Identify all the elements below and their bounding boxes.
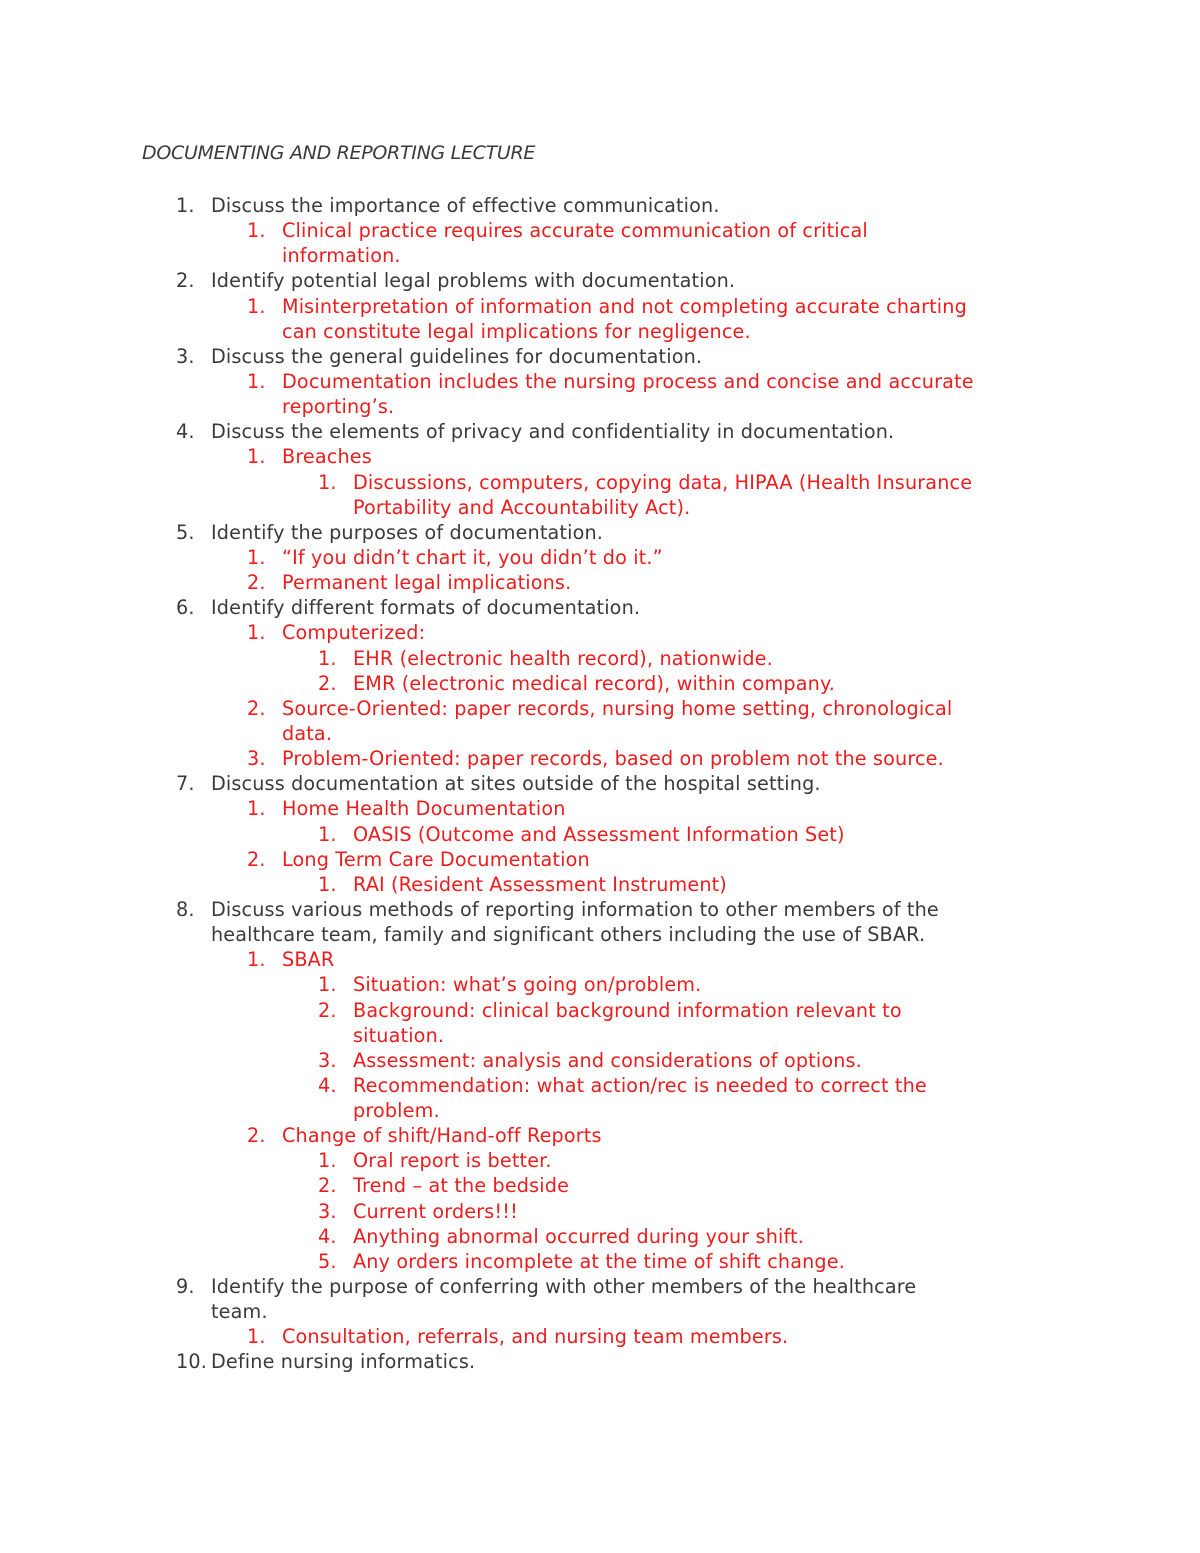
- outline-line: [0, 268, 1200, 293]
- list-number: 1.: [318, 470, 337, 494]
- list-number: 4.: [176, 420, 195, 444]
- outline-line: [0, 922, 1200, 947]
- list-item-text: team.: [211, 1300, 268, 1324]
- list-item-text: Current orders!!!: [353, 1199, 518, 1223]
- outline-line: [0, 696, 1200, 721]
- outline-line: [0, 595, 1200, 620]
- outline-line: [0, 796, 1200, 821]
- list-item-text: RAI (Resident Assessment Instrument): [353, 872, 727, 896]
- list-item-text: Discussions, computers, copying data, HIPAA (Health Insurance: [353, 470, 973, 494]
- outline-line: [0, 243, 1200, 268]
- list-number: 5.: [176, 520, 195, 544]
- outline-line: [0, 495, 1200, 520]
- outline-line: [0, 545, 1200, 570]
- list-number: 2.: [318, 671, 337, 695]
- outline-line: [0, 998, 1200, 1023]
- list-number: 2.: [247, 1124, 266, 1148]
- outline-line: [0, 771, 1200, 796]
- outline-line: [0, 847, 1200, 872]
- list-item-text: Source-Oriented: paper records, nursing home setting, chronological: [282, 696, 953, 720]
- outline-line: [0, 470, 1200, 495]
- list-number: 2.: [318, 1174, 337, 1198]
- list-number: 2.: [247, 847, 266, 871]
- list-item-text: Computerized:: [282, 621, 426, 645]
- list-number: 1.: [318, 1149, 337, 1173]
- list-item-text: situation.: [353, 1023, 445, 1047]
- outline-line: [0, 1173, 1200, 1198]
- list-item-text: Discuss documentation at sites outside of the hospital setting.: [211, 772, 821, 796]
- list-item-text: OASIS (Outcome and Assessment Information Set): [353, 822, 845, 846]
- list-number: 1.: [247, 621, 266, 645]
- list-item-text: Identify the purposes of documentation.: [211, 520, 604, 544]
- list-number: 3.: [318, 1048, 337, 1072]
- list-item-text: EHR (electronic health record), nationwide.: [353, 646, 773, 670]
- outline-line: [0, 872, 1200, 897]
- list-number: 5.: [318, 1249, 337, 1273]
- list-item-text: Discuss the elements of privacy and confidentiality in documentation.: [211, 420, 895, 444]
- list-item-text: Background: clinical background information relevant to: [353, 998, 902, 1022]
- outline-line: [0, 1073, 1200, 1098]
- list-number: 2.: [176, 269, 195, 293]
- list-item-text: Trend – at the bedside: [353, 1174, 570, 1198]
- list-item-text: Identify potential legal problems with documentation.: [211, 269, 736, 293]
- outline-line: [0, 822, 1200, 847]
- list-item-text: Portability and Accountability Act).: [353, 495, 691, 519]
- outline-line: [0, 1249, 1200, 1274]
- list-item-text: Any orders incomplete at the time of shift change.: [353, 1249, 845, 1273]
- list-number: 1.: [247, 294, 266, 318]
- outline-line: [0, 1274, 1200, 1299]
- list-item-text: Breaches: [282, 445, 372, 469]
- outline-line: [0, 1324, 1200, 1349]
- list-item-text: Identify different formats of documentation.: [211, 596, 641, 620]
- list-number: 1.: [247, 219, 266, 243]
- outline-line: [0, 520, 1200, 545]
- list-item-text: reporting’s.: [282, 395, 395, 419]
- outline-line: [0, 193, 1200, 218]
- list-item-text: Recommendation: what action/rec is needed to correct the: [353, 1073, 927, 1097]
- list-number: 1.: [318, 872, 337, 896]
- list-item-text: Oral report is better.: [353, 1149, 552, 1173]
- list-item-text: Discuss the importance of effective communication.: [211, 194, 720, 217]
- list-number: 7.: [176, 772, 195, 796]
- outline-line: [0, 570, 1200, 595]
- outline-line: [0, 1123, 1200, 1148]
- list-number: 4.: [318, 1073, 337, 1097]
- list-item-text: can constitute legal implications for negligence.: [282, 319, 751, 343]
- outline-line: [0, 746, 1200, 771]
- outline-line: [0, 671, 1200, 696]
- outline-line: [0, 1349, 1200, 1374]
- outline-line: [0, 444, 1200, 469]
- list-item-text: data.: [282, 721, 333, 745]
- list-item-text: Clinical practice requires accurate communication of critical: [282, 219, 868, 243]
- list-number: 3.: [247, 747, 266, 771]
- list-item-text: Assessment: analysis and considerations of options.: [353, 1048, 862, 1072]
- list-number: 4.: [318, 1224, 337, 1248]
- list-number: 1.: [247, 948, 266, 972]
- list-item-text: Home Health Documentation: [282, 797, 566, 821]
- list-item-text: Consultation, referrals, and nursing team members.: [282, 1325, 789, 1349]
- outline-line: [0, 1199, 1200, 1224]
- outline-line: [0, 1299, 1200, 1324]
- list-item-text: Identify the purpose of conferring with other members of the healthcare: [211, 1275, 917, 1299]
- outline-line: [0, 646, 1200, 671]
- outline-line: [0, 319, 1200, 344]
- outline-line: [0, 897, 1200, 922]
- list-item-text: Change of shift/Hand-off Reports: [282, 1124, 602, 1148]
- outline-line: [0, 369, 1200, 394]
- list-number: 1.: [247, 369, 266, 393]
- list-number: 9.: [176, 1275, 195, 1299]
- outline-line: [0, 344, 1200, 369]
- list-item-text: SBAR: [282, 948, 335, 972]
- list-item-text: EMR (electronic medical record), within company.: [353, 671, 835, 695]
- list-number: 1.: [318, 646, 337, 670]
- list-item-text: Anything abnormal occurred during your shift.: [353, 1224, 804, 1248]
- list-number: 10.: [176, 1350, 207, 1374]
- outline-line: [0, 620, 1200, 645]
- outline-line: [0, 1224, 1200, 1249]
- list-item-text: Documentation includes the nursing process and concise and accurate: [282, 369, 974, 393]
- list-item-text: Long Term Care Documentation: [282, 847, 590, 871]
- list-item-text: Discuss various methods of reporting information to other members of the: [211, 897, 939, 921]
- page-title: DOCUMENTING AND REPORTING LECTURE: [142, 142, 536, 164]
- list-item-text: Misinterpretation of information and not completing accurate charting: [282, 294, 967, 318]
- list-number: 1.: [318, 973, 337, 997]
- list-number: 2.: [318, 998, 337, 1022]
- list-number: 1.: [176, 194, 195, 217]
- outline-line: [0, 1023, 1200, 1048]
- outline-line: [0, 972, 1200, 997]
- list-number: 8.: [176, 897, 195, 921]
- list-item-text: healthcare team, family and significant others including the use of SBAR.: [211, 923, 926, 947]
- list-item-text: Situation: what’s going on/problem.: [353, 973, 702, 997]
- list-number: 2.: [247, 696, 266, 720]
- outline-line: [0, 1048, 1200, 1073]
- list-item-text: information.: [282, 244, 401, 268]
- outline-line: [0, 1148, 1200, 1173]
- outline-list: [0, 193, 1200, 1375]
- list-number: 6.: [176, 596, 195, 620]
- outline-line: [0, 218, 1200, 243]
- list-item-text: Discuss the general guidelines for documentation.: [211, 344, 703, 368]
- outline-line: [0, 294, 1200, 319]
- list-number: 3.: [176, 344, 195, 368]
- list-number: 1.: [318, 822, 337, 846]
- list-item-text: Problem-Oriented: paper records, based on problem not the source.: [282, 747, 944, 771]
- list-item-text: Permanent legal implications.: [282, 571, 572, 595]
- list-number: 1.: [247, 797, 266, 821]
- list-item-text: Define nursing informatics.: [211, 1350, 476, 1374]
- outline-line: [0, 419, 1200, 444]
- list-item-text: “If you didn’t chart it, you didn’t do it.”: [282, 545, 663, 569]
- outline-line: [0, 947, 1200, 972]
- list-number: 3.: [318, 1199, 337, 1223]
- outline-line: [0, 1098, 1200, 1123]
- outline-line: [0, 721, 1200, 746]
- list-number: 1.: [247, 545, 266, 569]
- outline-line: [0, 394, 1200, 419]
- list-number: 1.: [247, 445, 266, 469]
- list-number: 2.: [247, 571, 266, 595]
- list-item-text: problem.: [353, 1099, 440, 1123]
- list-number: 1.: [247, 1325, 266, 1349]
